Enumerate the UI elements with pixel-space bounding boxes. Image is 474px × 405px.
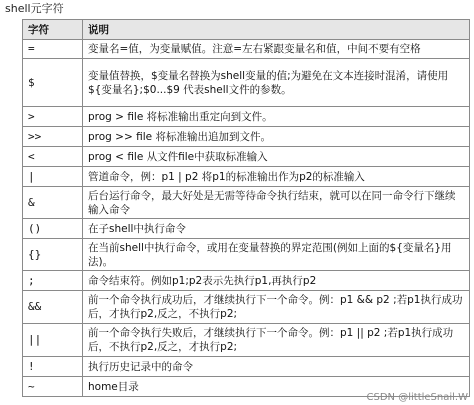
- symbol-cell: $: [23, 59, 83, 107]
- table-row: [23, 187, 470, 219]
- symbol-cell: &: [23, 187, 83, 219]
- symbol-cell: &&: [23, 291, 83, 324]
- table-row: [23, 271, 470, 291]
- description-cell: 变量值替换，$变量名替换为shell变量的值;为避免在文本连接时混淆，请使用${变量名};$0...$9 代表shell文件的参数。: [83, 59, 470, 107]
- metacharacter-table: [22, 19, 470, 397]
- symbol-cell: <: [23, 147, 83, 167]
- symbol-cell: >: [23, 107, 83, 127]
- table-row: [23, 40, 470, 59]
- description-cell: 前一个命令执行失败后，才继续执行下一个命令。例：p1 || p2 ;若p1执行成功后，不执行p2,反之，才执行p2;: [83, 324, 470, 357]
- symbol-cell: ;: [23, 271, 83, 291]
- table-caption: shell元字符: [5, 2, 64, 15]
- description-cell: 在子shell中执行命令: [83, 219, 470, 239]
- table-row: [23, 291, 470, 324]
- description-cell: prog < file 从文件file中获取标准输入: [83, 147, 470, 167]
- symbol-cell: {}: [23, 239, 83, 271]
- symbol-cell: |: [23, 167, 83, 187]
- table-row: [23, 147, 470, 167]
- description-cell: prog >> file 将标准输出追加到文件。: [83, 127, 470, 147]
- table-row: [23, 167, 470, 187]
- table-row: [23, 357, 470, 377]
- table-row: [23, 324, 470, 357]
- symbol-cell: !: [23, 357, 83, 377]
- symbol-cell: ||: [23, 324, 83, 357]
- symbol-cell: ~: [23, 377, 83, 397]
- symbol-cell: >>: [23, 127, 83, 147]
- description-cell: 前一个命令执行成功后，才继续执行下一个命令。例：p1 && p2 ;若p1执行成功后，才执行p2,反之，不执行p2;: [83, 291, 470, 324]
- symbol-cell: (): [23, 219, 83, 239]
- description-cell: 命令结束符。例如p1;p2表示先执行p1,再执行p2: [83, 271, 470, 291]
- description-cell: 管道命令，例：p1 | p2 将p1的标准输出作为p2的标准输入: [83, 167, 470, 187]
- description-cell: 执行历史记录中的命令: [83, 357, 470, 377]
- table-row: [23, 107, 470, 127]
- table-row: [23, 127, 470, 147]
- description-cell: 后台运行命令，最大好处是无需等待命令执行结束，就可以在同一命令行下继续输入命令: [83, 187, 470, 219]
- description-cell: 变量名=值，为变量赋值。注意=左右紧跟变量名和值，中间不要有空格: [83, 40, 470, 59]
- table-row: [23, 219, 470, 239]
- description-cell: home目录: [83, 377, 470, 397]
- header-description: 说明: [83, 20, 470, 40]
- table-header-row: [23, 20, 470, 40]
- table-row: [23, 59, 470, 107]
- table-row: [23, 239, 470, 271]
- description-cell: 在当前shell中执行命令，或用在变量替换的界定范围(例如上面的${变量名}用法)。: [83, 239, 470, 271]
- header-symbol: 字符: [23, 20, 83, 40]
- symbol-cell: =: [23, 40, 83, 59]
- description-cell: prog > file 将标准输出重定向到文件。: [83, 107, 470, 127]
- csdn-watermark: CSDN @littleSnail.W: [366, 392, 468, 403]
